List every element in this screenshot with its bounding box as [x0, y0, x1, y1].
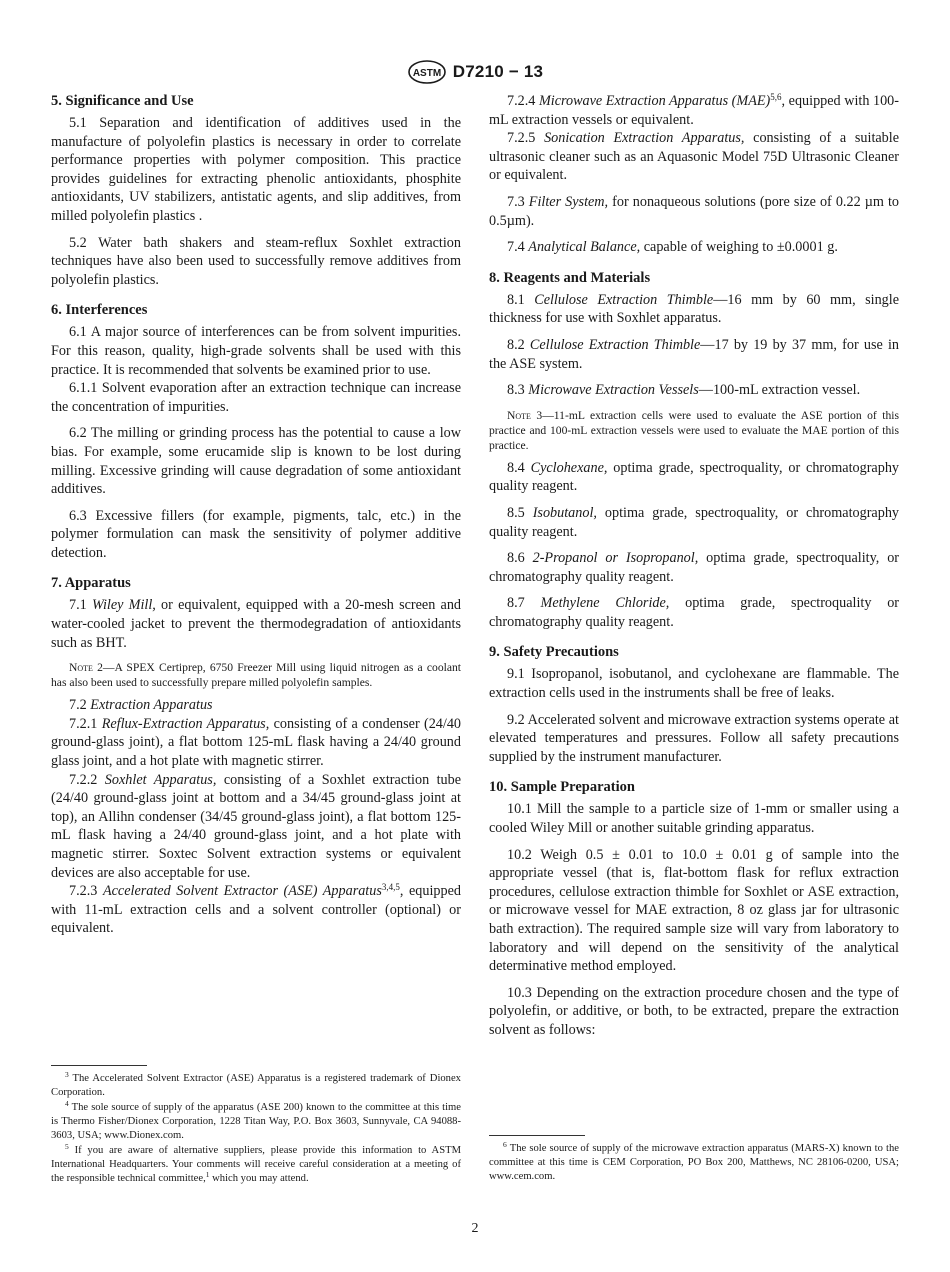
note-2: Note 2—A SPEX Certiprep, 6750 Freezer Mill using liquid nitrogen as a coolant has also been used to successfully prepare milled polyolefin samples.: [51, 661, 461, 690]
footnote-5: $^5$ If you are aware of alternative suppliers, please provide this information to ASTM International Headquarters. Your comments will receive careful consideration at a meeting of the responsible technical committee,$^1$ which you may attend.: [51, 1142, 461, 1184]
section-5-title: 5. Significance and Use: [51, 93, 194, 109]
para-10-3: 10.3 Depending on the extraction procedure chosen and the type of polyolefin, or additive, or both, to be extracted, prepare the extraction solvent as follows:: [489, 984, 899, 1038]
footnote-ref: 3,4,5: [381, 882, 400, 893]
para-6-1-1: 6.1.1 Solvent evaporation after an extraction technique can increase the concentration of impurities.: [51, 380, 461, 415]
para-10-1: 10.1 Mill the sample to a particle size of 1-mm or smaller using a cooled Wiley Mill or another suitable grinding apparatus.: [489, 801, 899, 837]
para-7-1: 7.1 Wiley Mill, or equivalent, equipped with a 20-mesh screen and water-cooled jacket to prevent the thermodegradation of antioxidants such as BHT.: [51, 597, 462, 651]
section-10-title: 10. Sample Preparation: [489, 779, 635, 796]
page-header: [0, 60, 950, 84]
footnotes-right: [489, 1135, 899, 1185]
section-7-title: 7. Apparatus: [51, 575, 131, 592]
para-10-2: 10.2 Weigh 0.5 ± 0.01 to 10.0 ± 0.01 g of sample into the appropriate vessel (that is, flat-bottom flask for reflux extraction procedures, cellulose extraction thimble for Soxhlet or ASE extraction, or microwave vessel for MAE extraction, 8 oz glass jar for ultrasonic bath extraction). The required sample size will vary from laboratory to laboratory and will depend on the sensitivity of the analytical determinative method employed.: [489, 846, 899, 975]
para-5-2: 5.2 Water bath shakers and steam-reflux Soxhlet extraction techniques have also been used to successfully remove additives from polyolefin plastics.: [51, 234, 461, 288]
logo-text: ASTM: [412, 68, 441, 79]
para-6-1: 6.1 A major source of interferences can be from solvent impurities. For this reason, quality, high-grade solvents shall be used with this practice. It is recommended that solvents be examined prior to use.: [51, 324, 461, 378]
page-number: 2: [471, 1221, 479, 1236]
note-3: Note 3—11-mL extraction cells were used to evaluate the ASE portion of this practice and 100-mL extraction vessels were used to evaluate the MAE portion of this practice.: [489, 408, 899, 452]
para-8-2: 8.2 Cellulose Extraction Thimble—17 by 19 by 37 mm, for use in the ASE system.: [489, 336, 900, 372]
right-column: [489, 92, 899, 1040]
left-column: [51, 92, 461, 938]
para-8-7: 8.7 Methylene Chloride, optima grade, spectroquality or chromatography quality reagent.: [489, 595, 900, 630]
para-7-2-1: 7.2.1 Reflux-Extraction Apparatus, consisting of a condenser (24/40 ground-glass joint), a flat bottom 125-mL flask having a 24/40 ground glass joint, and a hot plate with magnetic stirrer.: [51, 715, 462, 770]
para-6-2: 6.2 The milling or grinding process has the potential to cause a low bias. For example, some erucamide slip is known to be lost during milling. Excessive grinding will cause degradation of some antioxidant additives.: [51, 425, 461, 498]
footnote-6: $^6$ The sole source of supply of the microwave extraction apparatus (MARS-X) known to the committee at this time is CEM Corporation, PO Box 200, Matthews, NC 28106-0200, USA; www.cem.com.: [489, 1140, 899, 1182]
para-8-3: 8.3 Microwave Extraction Vessels—100-mL extraction vessel.: [507, 382, 861, 399]
para-7-4: 7.4 Analytical Balance, capable of weighing to ±0.0001 g.: [507, 239, 838, 256]
footnote-separator: [51, 1065, 147, 1066]
section-6-title: 6. Interferences: [51, 302, 148, 319]
footnote-separator: [489, 1135, 585, 1136]
para-7-2-2: 7.2.2 Soxhlet Apparatus, consisting of a Soxhlet extraction tube (24/40 ground-glass joint at bottom and a 34/45 ground-glass joint at top), an Allihn condenser (34/45 ground-glass joint), a flat bottom 125-mL flask having a 24/40 ground-glass joint, and a hot plate with magnetic stirrer. Soxtec Solvent extraction systems or equivalent devices are also acceptable for use.: [51, 771, 462, 881]
para-8-5: 8.5 Isobutanol, optima grade, spectroquality, or chromatography quality reagent.: [489, 504, 900, 540]
section-8-title: 8. Reagents and Materials: [489, 269, 651, 286]
para-8-4: 8.4 Cyclohexane, optima grade, spectroquality, or chromatography quality reagent.: [489, 459, 900, 495]
para-6-3: 6.3 Excessive fillers (for example, pigments, talc, etc.) in the polymer formulation can mask the sensitivity of polymer additive detection.: [51, 507, 461, 561]
para-9-2: 9.2 Accelerated solvent and microwave extraction systems operate at elevated temperatures and pressures. Follow all safety precautions supplied by the instrument manufacturer.: [489, 711, 899, 765]
astm-logo-icon: [407, 60, 447, 84]
para-9-1: 9.1 Isopropanol, isobutanol, and cyclohexane are flammable. The extraction cells used in the instruments shall be free of leaks.: [489, 666, 899, 702]
para-8-6: 8.6 2-Propanol or Isopropanol, optima grade, spectroquality, or chromatography quality reagent.: [489, 550, 900, 585]
designation: D7210 − 13: [452, 62, 544, 81]
para-8-1: 8.1 Cellulose Extraction Thimble—16 mm by 60 mm, single thickness for use with Soxhlet apparatus.: [489, 291, 900, 327]
footnote-4: $^4$ The sole source of supply of the apparatus (ASE 200) known to the committee at this time is Thermo Fisher/Dionex Corporation, 1228 Titan Way, P.O. Box 3603, Sunnyvale, CA 94088-3603, USA; www.Dionex.com.: [51, 1099, 461, 1141]
para-5-1: 5.1 Separation and identification of additives used in the manufacture of polyolefin plastics is necessary in order to correlate performance properties with polymer composition. This practice provides guidelines for extracting phenolic antioxidants, phosphite antioxidants, UV stabilizers, antistatic agents, and slip additives, from milled polyolefin plastics .: [51, 115, 461, 224]
section-9-title: 9. Safety Precautions: [489, 644, 619, 661]
footnote-ref: 5,6: [770, 92, 782, 102]
para-7-2: 7.2 Extraction Apparatus: [69, 697, 213, 714]
footnotes-left: [51, 1065, 461, 1187]
footnote-3: $^3$ The Accelerated Solvent Extractor (ASE) Apparatus is a registered trademark of Dionex Corporation.: [51, 1070, 461, 1098]
para-7-2-5: 7.2.5 Sonication Extraction Apparatus, consisting of a suitable ultrasonic cleaner such as an Aquasonic Model 75D Ultrasonic Cleaner or equivalent.: [489, 130, 900, 184]
para-7-3: 7.3 Filter System, for nonaqueous solutions (pore size of 0.22 µm to 0.5µm).: [489, 193, 900, 229]
para-7-2-3: 7.2.3 Accelerated Solvent Extractor (ASE) Apparatus$^{3,4,5}$, equipped with 11-mL extraction cells and a solvent controller (optional) or equivalent.: [51, 882, 461, 937]
para-7-2-4: 7.2.4 Microwave Extraction Apparatus (MAE)$^{5,6}$, equipped with 100-mL extraction vessels or equivalent.: [489, 92, 899, 128]
